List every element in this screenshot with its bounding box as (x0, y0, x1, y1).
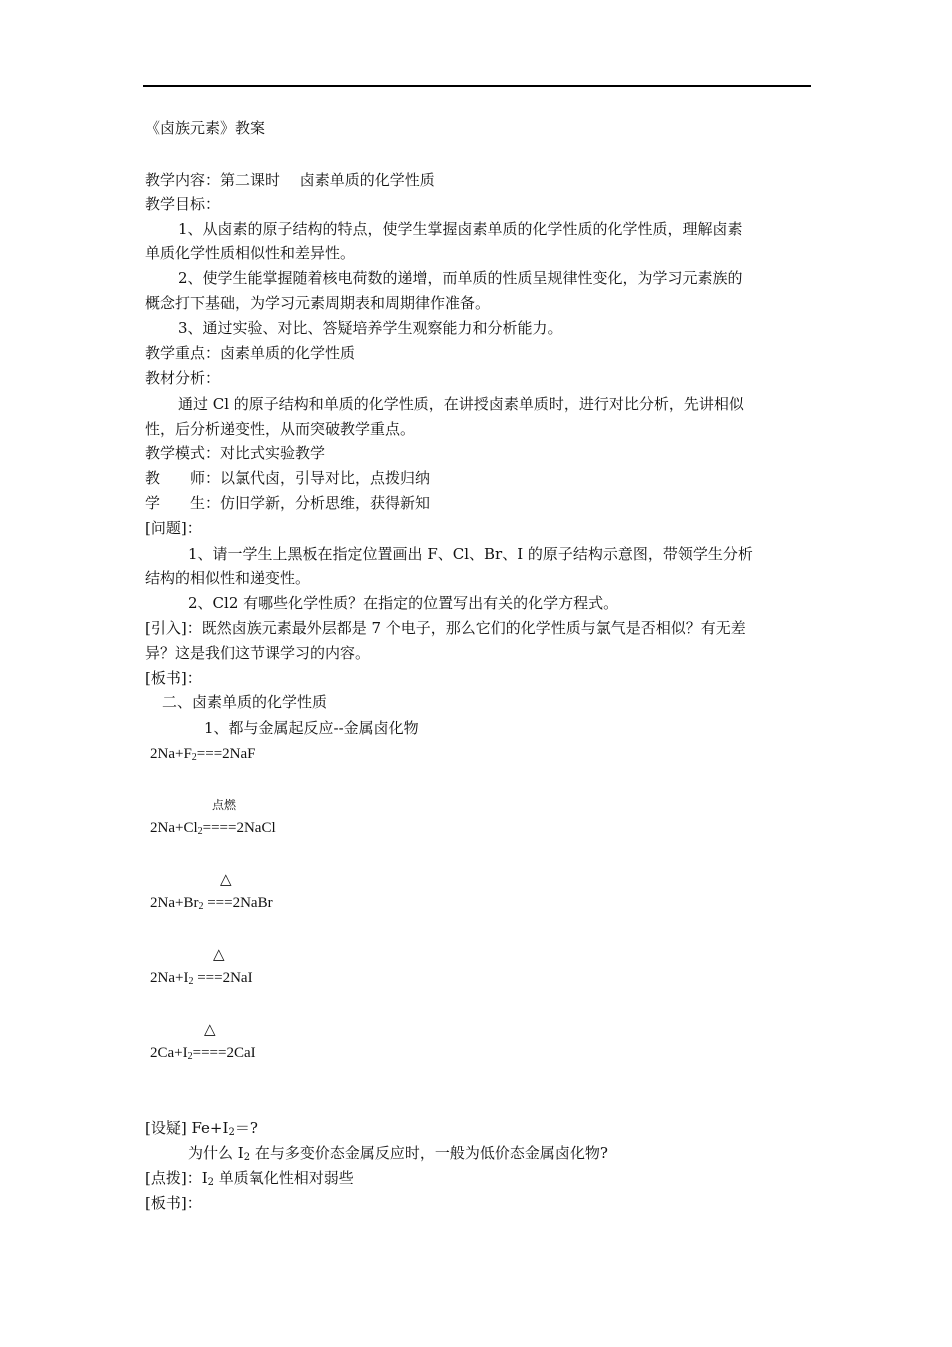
analysis-line-2: 性，后分析递变性，从而突破教学重点。 (145, 420, 416, 438)
analysis-heading: 教材分析： (145, 369, 221, 387)
teaching-content: 教学内容：第二课时 卤素单质的化学性质 (145, 171, 435, 189)
equation-na-cl2: $2Na+Cl_2====2NaCl$ (150, 820, 276, 837)
goals-heading: 教学目标： (145, 195, 221, 213)
goal-3: 3、通过实验、对比、答疑培养学生观察能力和分析能力。 (178, 319, 563, 337)
question-tag: [问题]： (145, 519, 202, 537)
why-line: 为什么 $I_2$ 在与多变价态金属反应时，一般为低价态金属卤化物? (188, 1144, 608, 1163)
teacher-role: 教 师：以氯代卤，引导对比，点拨归纳 (145, 469, 431, 487)
condition-heat-triangle: △ (213, 945, 225, 963)
question-1-line-2: 结构的相似性和递变性。 (145, 569, 311, 587)
goal-2-line-2: 概念打下基础，为学习元素周期表和周期律作准备。 (145, 294, 491, 312)
goal-1-line-1: 1、从卤素的原子结构的特点，使学生掌握卤素单质的化学性质的化学性质，理解卤素 (178, 220, 743, 238)
hint-line: [点拨]：$I_2$ 单质氧化性相对弱些 (145, 1169, 354, 1188)
header-rule (143, 85, 811, 87)
board-tag-2: [板书]： (145, 1194, 202, 1212)
equation-na-br2: $2Na+Br_2$ ===2NaBr (150, 895, 273, 912)
student-role: 学 生：仿旧学新，分析思维，获得新知 (145, 494, 431, 512)
goal-1-line-2: 单质化学性质相似性和差异性。 (145, 244, 356, 262)
analysis-line-1: 通过 Cl 的原子结构和单质的化学性质，在讲授卤素单质时，进行对比分析，先讲相似 (178, 395, 744, 413)
section-heading: 二、卤素单质的化学性质 (162, 693, 328, 711)
goal-2-line-1: 2、使学生能掌握随着核电荷数的递增，而单质的性质呈规律性变化，为学习元素族的 (178, 269, 743, 287)
intro-line-1: [引入]：既然卤族元素最外层都是 7 个电子，那么它们的化学性质与氯气是否相似？有无差 (145, 619, 746, 637)
doc-title: 《卤族元素》教案 (145, 119, 266, 137)
condition-heat-triangle: △ (204, 1020, 216, 1038)
intro-line-2: 异？这是我们这节课学习的内容。 (145, 644, 371, 662)
key-point: 教学重点：卤素单质的化学性质 (145, 344, 356, 362)
board-tag: [板书]： (145, 669, 202, 687)
subsection-heading: 1、都与金属起反应--金属卤化物 (204, 719, 419, 737)
question-1-line-1: 1、请一学生上黑板在指定位置画出 F、Cl、Br、I 的原子结构示意图，带领学生分析 (188, 545, 753, 563)
equation-na-i2: $2Na+I_2 ===2NaI$ (150, 970, 253, 987)
equation-na-f2: $2Na+F_2===2NaF$ (150, 746, 256, 763)
doubt-line: [设疑] $Fe+I_2=$? (145, 1119, 258, 1138)
condition-heat-triangle: △ (220, 870, 232, 888)
question-2: 2、Cl2 有哪些化学性质？在指定的位置写出有关的化学方程式。 (188, 594, 619, 612)
condition-ignite: 点燃 (212, 798, 237, 812)
teaching-mode: 教学模式：对比式实验教学 (145, 444, 326, 462)
equation-ca-i2: $2Ca+I_2====2CaI$ (150, 1045, 256, 1062)
